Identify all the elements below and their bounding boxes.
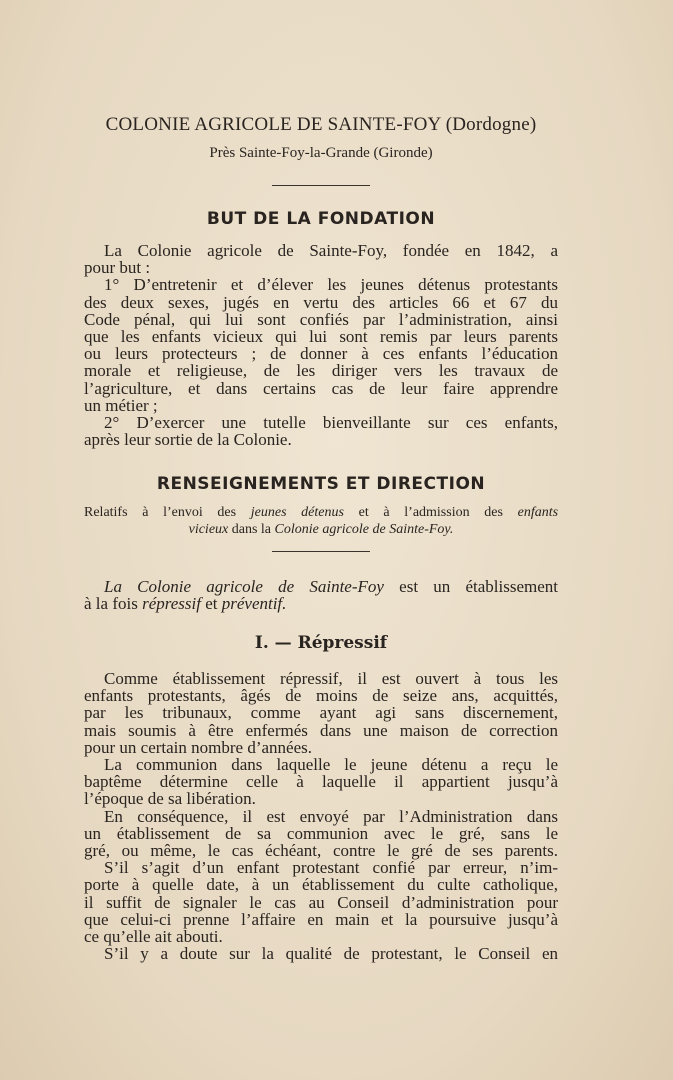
text-line: ce qu’elle ait abouti. xyxy=(84,927,223,947)
text-line: Code pénal, qui lui sont confiés par l’administration, ainsi xyxy=(84,309,558,329)
text-line: que les enfants vicieux qui lui sont remis par leurs parents xyxy=(84,327,558,347)
intro-italic: préventif. xyxy=(221,594,287,614)
text-line: 2° D’exercer une tutelle bienveillante sur ces enfants, xyxy=(104,413,558,433)
paragraph-repressif xyxy=(84,670,558,962)
text-line: morale et religieuse, de les diriger vers les travaux de xyxy=(84,361,558,381)
text-line: porte à quelle date, à un établissement du culte catholique, xyxy=(84,875,558,895)
text-line: baptême détermine celle à laquelle il appartient jusqu’à xyxy=(84,772,558,792)
paragraph-fondation xyxy=(84,242,558,448)
text-line: pour but : xyxy=(84,258,151,278)
intro-text: à la fois xyxy=(84,594,138,614)
text-line: pour un certain nombre d’années. xyxy=(84,737,312,757)
text-line: enfants protestants, âgés de moins de seize ans, acquittés, xyxy=(84,686,558,706)
text-line: mais soumis à être enfermés dans une maison de correction xyxy=(84,720,558,740)
section-note xyxy=(84,504,558,538)
note-text: dans la xyxy=(231,522,272,537)
text-line: S’il s’agit d’un enfant protestant confié par erreur, n’im- xyxy=(104,858,558,878)
note-text-italic: jeunes détenus xyxy=(250,505,344,520)
text-line: il suffit de signaler le cas au Conseil d’administration pour xyxy=(84,892,558,912)
intro-text: est un établissement xyxy=(399,577,558,596)
note-text-italic: enfants xyxy=(517,505,559,520)
note-text-italic: vicieux xyxy=(188,522,229,537)
text-line: l’époque de sa libération. xyxy=(84,789,256,809)
header-title: COLONIE AGRICOLE DE SAINTE-FOY (Dordogne) xyxy=(105,114,537,135)
text-line: ou leurs protecteurs ; de donner à ces enfants l’éducation xyxy=(84,344,558,364)
intro-italic: répressif xyxy=(142,594,201,614)
text-line: S’il y a doute sur la qualité de protestant, le Conseil en xyxy=(104,944,558,964)
header-subtitle: Près Sainte-Foy-la-Grande (Gironde) xyxy=(209,145,433,161)
divider xyxy=(272,551,370,552)
text-line: La communion dans laquelle le jeune détenu a reçu le xyxy=(104,755,558,775)
note-text: et à l’admission des xyxy=(358,505,503,520)
text-line: Comme établissement répressif, il est ouvert à tous les xyxy=(104,669,558,688)
text-line: par les tribunaux, comme ayant agi sans discernement, xyxy=(84,703,558,723)
note-text-italic: Colonie agricole de Sainte-Foy. xyxy=(274,522,454,537)
text-line: des deux sexes, jugés en vertu des articles 66 et 67 du xyxy=(84,292,558,312)
note-text: Relatifs à l’envoi des xyxy=(84,505,237,520)
intro-text: et xyxy=(205,594,218,614)
paragraph-intro xyxy=(84,578,558,612)
section-heading-repressif: I. — Répressif xyxy=(254,633,388,653)
section-heading-renseignements: RENSEIGNEMENTS ET DIRECTION xyxy=(156,474,486,494)
divider xyxy=(272,185,370,186)
text-line: En conséquence, il est envoyé par l’Administration dans xyxy=(104,806,558,826)
text-line: l’agriculture, et dans certains cas de leur faire apprendre xyxy=(84,378,558,398)
text-line: après leur sortie de la Colonie. xyxy=(84,430,292,450)
intro-italic: La Colonie agricole de Sainte-Foy xyxy=(104,577,384,596)
text-line: un établissement de sa communion avec le gré, sans le xyxy=(84,823,558,843)
text-line: que celui-ci prenne l’affaire en main et la poursuive jusqu’à xyxy=(84,909,558,929)
text-line: gré, ou même, le cas échéant, contre le gré de ses parents. xyxy=(84,841,558,861)
section-heading-fondation: BUT DE LA FONDATION xyxy=(206,209,436,229)
text-line: 1° D’entretenir et d’élever les jeunes détenus protestants xyxy=(104,275,558,295)
text-line: un métier ; xyxy=(84,395,158,415)
text-line: La Colonie agricole de Sainte-Foy, fondée en 1842, a xyxy=(104,241,558,260)
